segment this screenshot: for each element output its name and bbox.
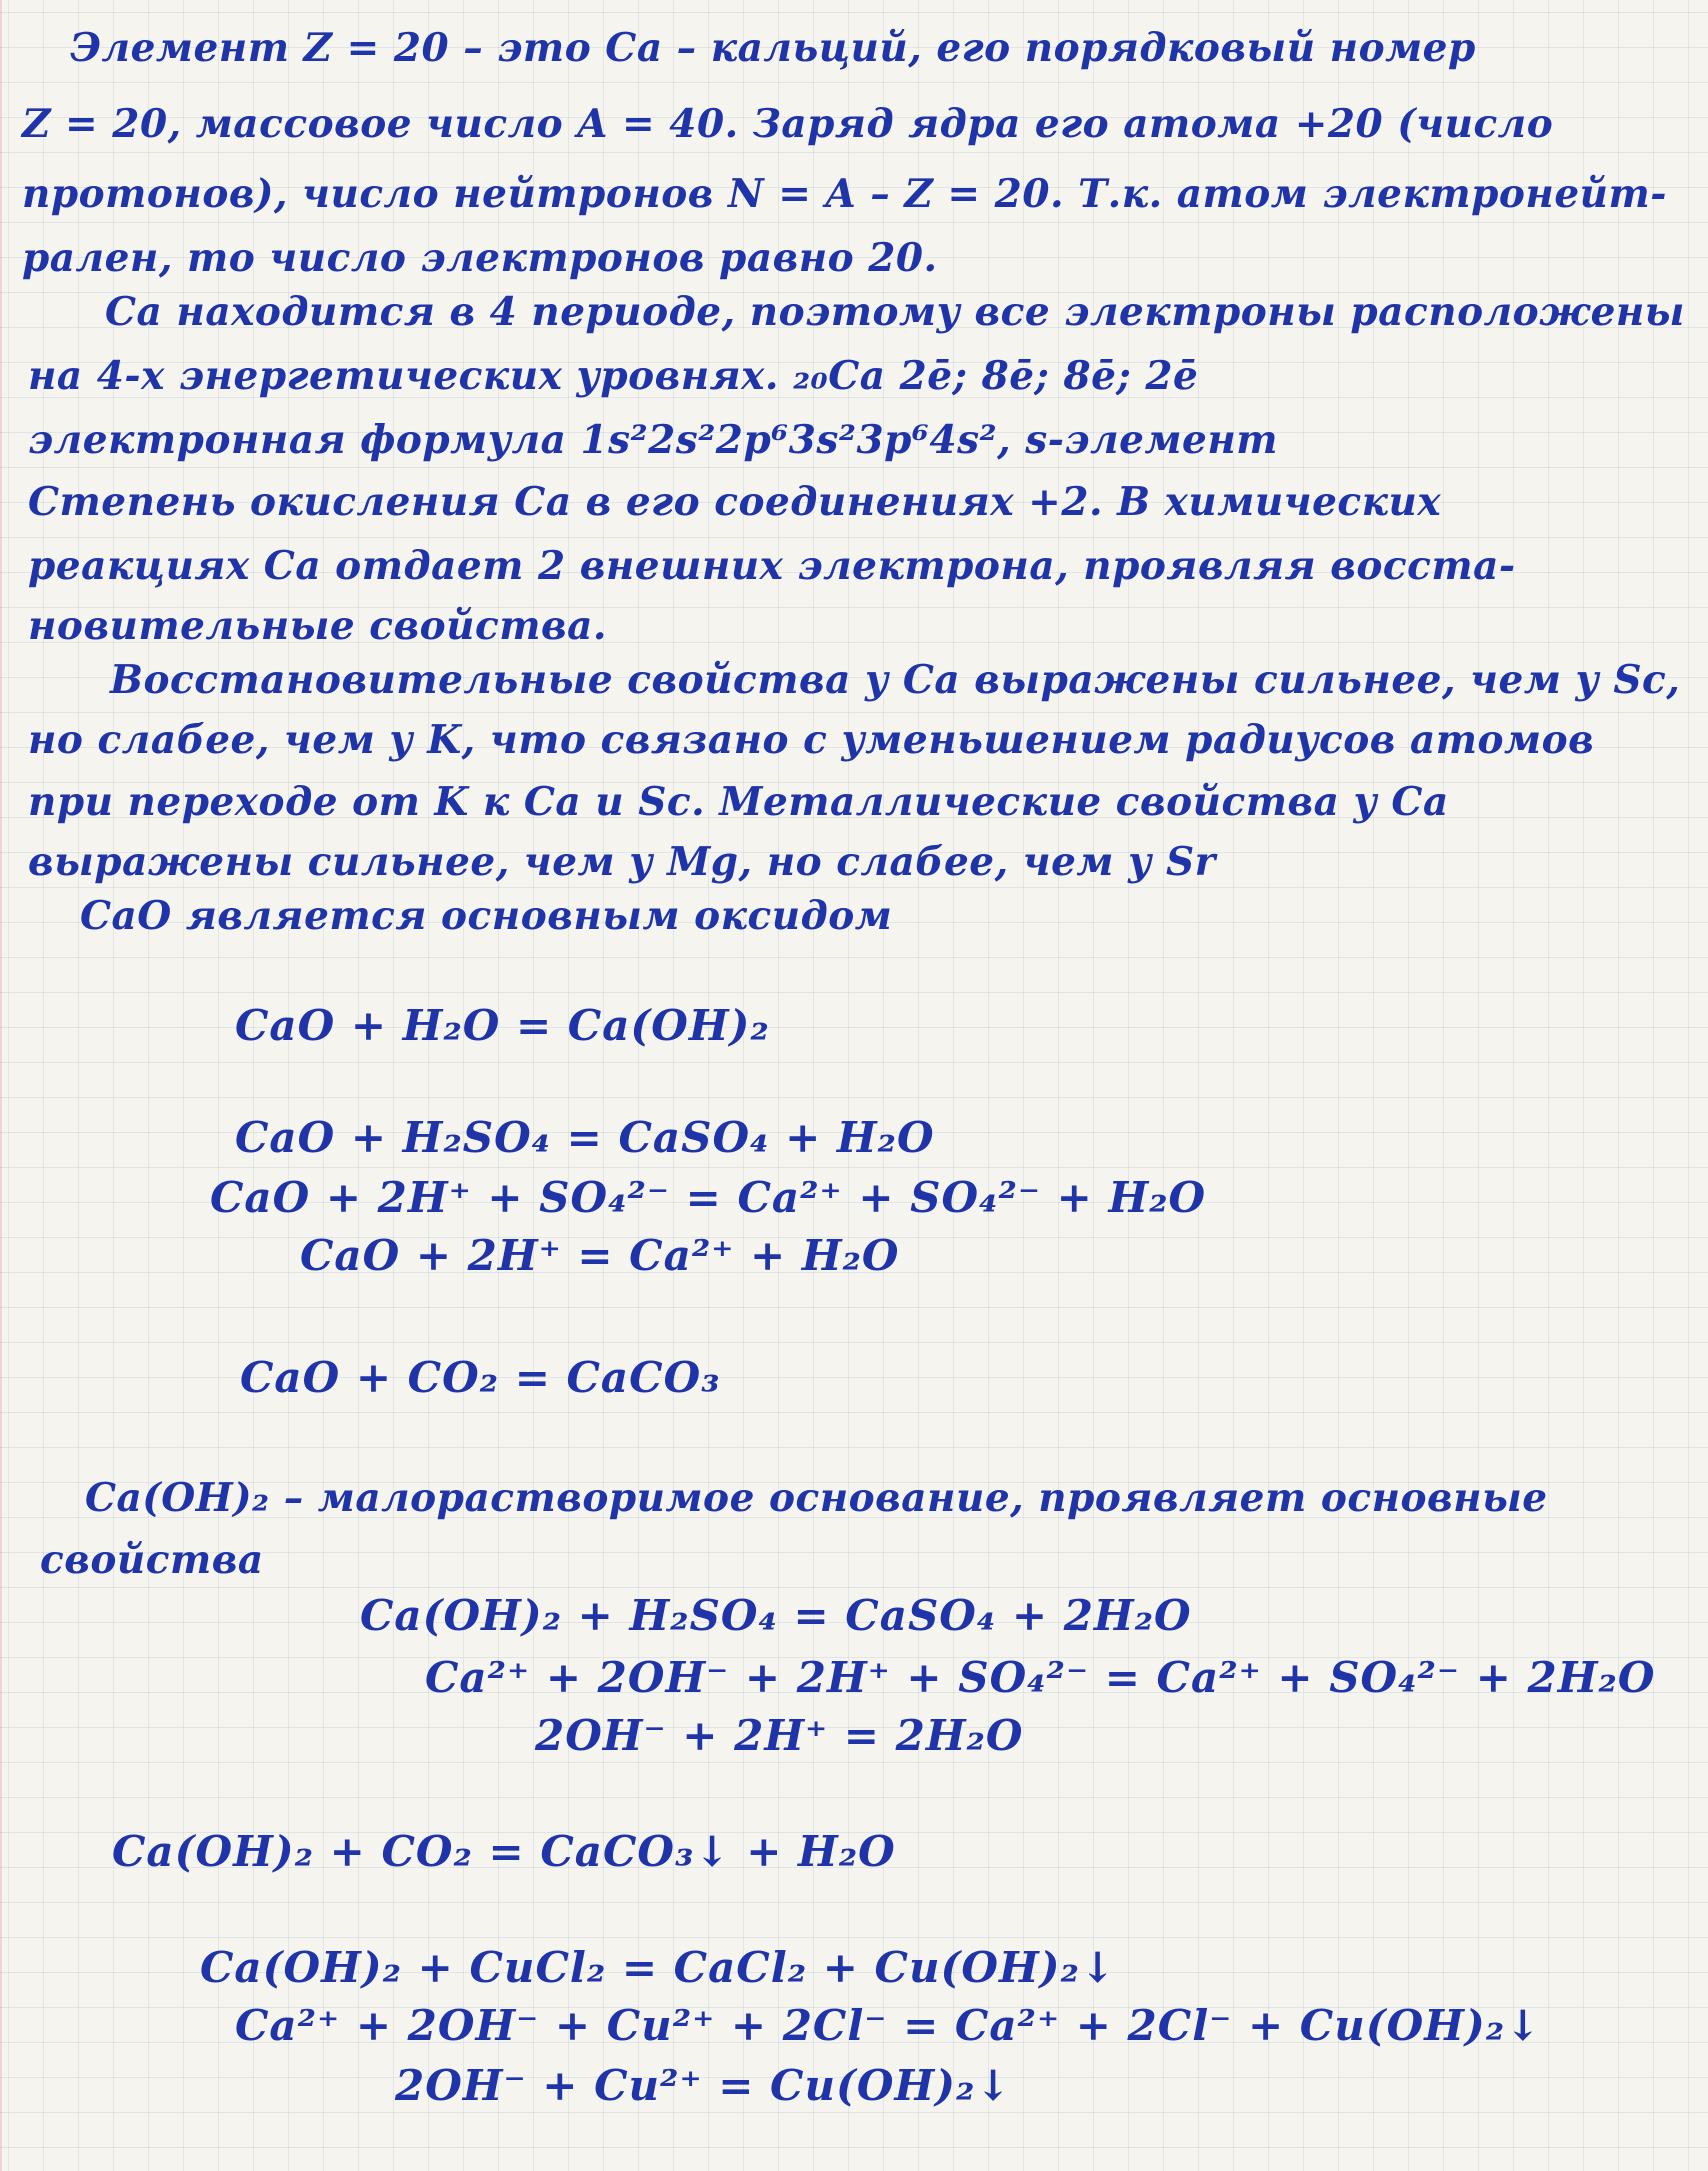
equation: CaO + 2H⁺ + SO₄²⁻ = Ca²⁺ + SO₄²⁻ + H₂O xyxy=(210,1173,1207,1222)
equation: 2OH⁻ + Cu²⁺ = Cu(OH)₂↓ xyxy=(395,2061,1012,2110)
text-line: реакциях Ca отдает 2 внешних электрона, проявляя восста- xyxy=(28,543,1516,589)
page-edge xyxy=(0,0,2,2171)
text-line: Ca(OH)₂ – малорастворимое основание, проявляет основные xyxy=(85,1475,1548,1521)
equation: CaO + H₂O = Ca(OH)₂ xyxy=(235,1001,770,1050)
equation: Ca²⁺ + 2OH⁻ + 2H⁺ + SO₄²⁻ = Ca²⁺ + SO₄²⁻ + 2H₂O xyxy=(425,1653,1656,1702)
text-line: рален, то число электронов равно 20. xyxy=(22,235,938,281)
equation: Ca(OH)₂ + CuCl₂ = CaCl₂ + Cu(OH)₂↓ xyxy=(200,1943,1117,1992)
text-line: Степень окисления Ca в его соединениях +2. В химических xyxy=(28,479,1442,525)
text-line: Ca находится в 4 периоде, поэтому все электроны расположены xyxy=(105,289,1685,335)
equation: CaO + 2H⁺ = Ca²⁺ + H₂O xyxy=(300,1231,900,1280)
text-line: Элемент Z = 20 – это Ca – кальций, его порядковый номер xyxy=(70,25,1476,71)
equation: Ca(OH)₂ + H₂SO₄ = CaSO₄ + 2H₂O xyxy=(360,1591,1192,1640)
text-line: Восстановительные свойства у Ca выражены сильнее, чем у Sc, xyxy=(110,657,1681,703)
equation: 2OH⁻ + 2H⁺ = 2H₂O xyxy=(535,1711,1024,1760)
text-line: новительные свойства. xyxy=(28,603,607,649)
text-line: протонов), число нейтронов N = A – Z = 20. Т.к. атом электронейт- xyxy=(22,171,1667,217)
text-line: выражены сильнее, чем у Mg, но слабее, чем у Sr xyxy=(28,839,1216,885)
text-line: Z = 20, массовое число A = 40. Заряд ядра его атома +20 (число xyxy=(22,101,1554,147)
equation: CaO + CO₂ = CaCO₃ xyxy=(240,1353,721,1402)
equation: Ca(OH)₂ + CO₂ = CaCO₃↓ + H₂O xyxy=(112,1827,896,1876)
text-line: при переходе от K к Ca и Sc. Металлические свойства у Ca xyxy=(28,779,1449,825)
text-line: электронная формула 1s²2s²2p⁶3s²3p⁶4s², s-элемент xyxy=(28,417,1279,463)
equation: Ca²⁺ + 2OH⁻ + Cu²⁺ + 2Cl⁻ = Ca²⁺ + 2Cl⁻ + Cu(OH)₂↓ xyxy=(235,2001,1542,2050)
text-line: свойства xyxy=(40,1537,264,1583)
text-line: на 4-х энергетических уровнях. ₂₀Ca 2ē; 8ē; 8ē; 2ē xyxy=(28,353,1199,399)
equation: CaO + H₂SO₄ = CaSO₄ + H₂O xyxy=(235,1113,935,1162)
text-line: CaO является основным оксидом xyxy=(80,893,893,939)
text-line: но слабее, чем у K, что связано с уменьшением радиусов атомов xyxy=(28,717,1595,763)
